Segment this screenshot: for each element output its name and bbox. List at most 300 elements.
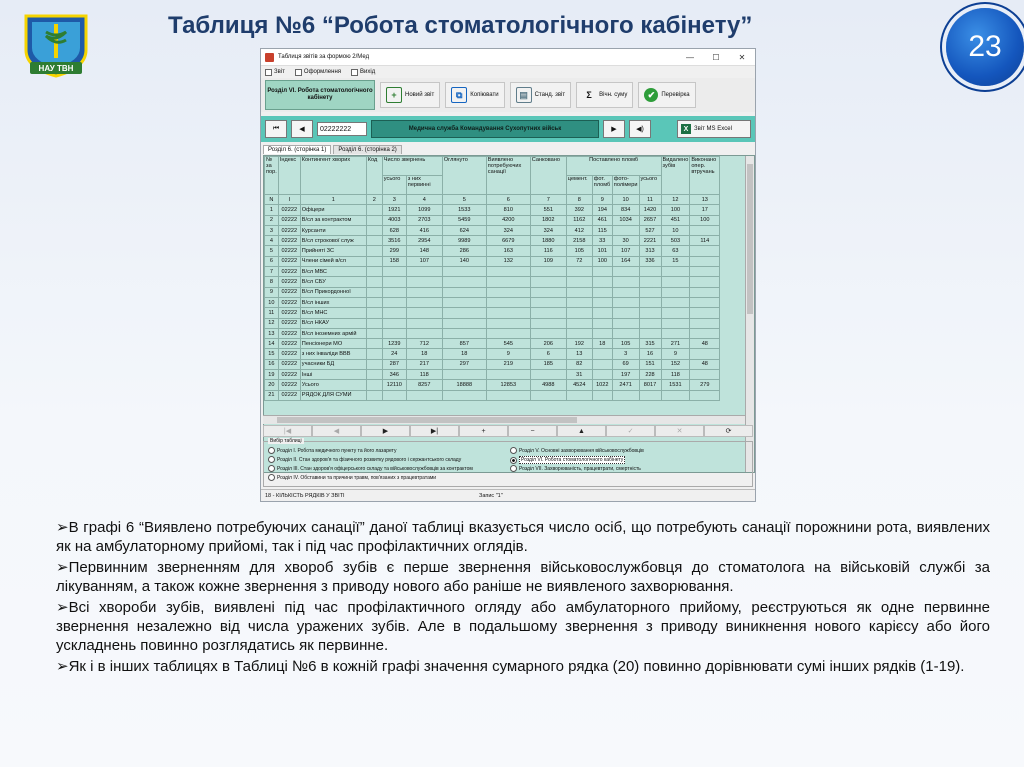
table-cell[interactable]: 7 [265,267,279,277]
table-cell[interactable]: 3516 [382,236,406,246]
table-row[interactable] [265,308,720,318]
table-cell[interactable] [690,267,720,277]
table-cell[interactable]: 286 [442,246,486,256]
table-cell[interactable] [661,328,690,338]
table-cell[interactable]: 412 [566,225,592,235]
table-cell[interactable]: 3 [265,225,279,235]
table-cell[interactable]: 5459 [442,215,486,225]
table-cell[interactable]: 628 [382,225,406,235]
table-cell[interactable]: 299 [382,246,406,256]
table-cell[interactable]: 2657 [639,215,661,225]
table-cell[interactable]: 3 [612,349,639,359]
close-button[interactable]: ✕ [738,52,746,62]
table-cell[interactable] [530,370,566,380]
table-cell[interactable]: 1022 [592,380,612,390]
table-cell[interactable]: 10 [265,297,279,307]
table-cell[interactable] [366,225,382,235]
nav-next-button[interactable]: ▶ [361,425,410,437]
table-cell[interactable]: 8257 [406,380,442,390]
table-cell[interactable] [639,328,661,338]
table-cell[interactable]: 02222 [278,205,300,215]
table-cell[interactable]: 217 [406,359,442,369]
table-cell[interactable]: 219 [486,359,530,369]
nav-prior-button[interactable]: ◀ [312,425,361,437]
table-cell[interactable] [661,287,690,297]
table-cell[interactable]: 2703 [406,215,442,225]
table-cell[interactable]: 12110 [382,380,406,390]
table-cell[interactable] [639,287,661,297]
radio-section-5[interactable]: Розділ V. Основні захворювання військовослужбовців [510,447,644,454]
next-record-button[interactable]: ▶ [603,120,625,138]
table-cell[interactable] [442,267,486,277]
table-cell[interactable]: 857 [442,339,486,349]
table-cell[interactable]: Інші [300,370,366,380]
radio-section-7[interactable]: Розділ VІІ. Захворюваність, працевтрати, смертність [510,465,641,472]
table-cell[interactable] [382,297,406,307]
table-cell[interactable] [530,267,566,277]
table-cell[interactable] [382,277,406,287]
table-cell[interactable]: 712 [406,339,442,349]
table-cell[interactable] [366,349,382,359]
table-cell[interactable] [486,318,530,328]
menu-item-exit[interactable]: Вихід [351,69,375,76]
table-cell[interactable]: 132 [486,256,530,266]
table-cell[interactable]: 346 [382,370,406,380]
table-cell[interactable]: 164 [612,256,639,266]
table-cell[interactable]: 297 [442,359,486,369]
tab-page-1[interactable]: Розділ 6. (сторінка 1) [263,145,331,154]
table-cell[interactable]: 151 [639,359,661,369]
table-cell[interactable] [366,215,382,225]
table-cell[interactable]: 2954 [406,236,442,246]
table-cell[interactable] [366,370,382,380]
table-cell[interactable] [382,318,406,328]
table-cell[interactable] [661,318,690,328]
table-cell[interactable]: 1239 [382,339,406,349]
table-cell[interactable]: 324 [530,225,566,235]
table-cell[interactable] [406,287,442,297]
table-cell[interactable]: 13 [265,328,279,338]
table-cell[interactable]: 19 [265,370,279,380]
nav-last-button[interactable]: ▶| [410,425,459,437]
table-cell[interactable] [566,318,592,328]
table-cell[interactable] [486,267,530,277]
table-cell[interactable]: 02222 [278,359,300,369]
table-row[interactable] [265,267,720,277]
table-cell[interactable]: з них інваліди ВВВ [300,349,366,359]
table-cell[interactable] [690,225,720,235]
table-cell[interactable] [639,297,661,307]
table-cell[interactable] [406,308,442,318]
table-cell[interactable] [406,390,442,400]
table-cell[interactable]: Прийняті ЗС [300,246,366,256]
table-cell[interactable] [612,297,639,307]
table-row[interactable] [265,339,720,349]
nav-edit-button[interactable]: ▲ [557,425,606,437]
table-cell[interactable]: 4 [265,236,279,246]
table-cell[interactable]: Члени сімей в/сл [300,256,366,266]
table-cell[interactable]: 9989 [442,236,486,246]
table-cell[interactable] [366,308,382,318]
table-cell[interactable]: 416 [406,225,442,235]
table-cell[interactable] [592,359,612,369]
table-cell[interactable]: 152 [661,359,690,369]
table-cell[interactable] [382,328,406,338]
table-cell[interactable]: 02222 [278,370,300,380]
table-cell[interactable]: 109 [530,256,566,266]
table-cell[interactable] [592,287,612,297]
table-cell[interactable] [366,328,382,338]
table-cell[interactable]: 9 [661,349,690,359]
table-cell[interactable] [366,359,382,369]
table-cell[interactable] [566,297,592,307]
table-cell[interactable]: 02222 [278,225,300,235]
nav-cancel-button[interactable]: ✕ [655,425,704,437]
table-cell[interactable]: учасники БД [300,359,366,369]
radio-section-3[interactable]: Розділ ІІІ. Стан здоров'я офіцерського складу та військовослужбовців за контрактом [268,465,473,472]
table-cell[interactable]: 8017 [639,380,661,390]
table-cell[interactable]: 100 [661,205,690,215]
table-cell[interactable] [442,328,486,338]
table-cell[interactable] [612,225,639,235]
menu-item-report[interactable]: Звіт [265,69,285,76]
table-cell[interactable] [661,297,690,307]
table-cell[interactable]: 1420 [639,205,661,215]
table-cell[interactable]: 105 [612,339,639,349]
table-cell[interactable]: 1 [265,205,279,215]
check-button[interactable]: ✔ Перевірка [638,82,695,108]
table-cell[interactable]: 185 [530,359,566,369]
table-row[interactable] [265,236,720,246]
table-cell[interactable]: 02222 [278,236,300,246]
table-cell[interactable]: 15 [661,256,690,266]
table-cell[interactable]: 11 [265,308,279,318]
table-cell[interactable] [406,267,442,277]
table-cell[interactable]: 313 [639,246,661,256]
table-cell[interactable]: 02222 [278,246,300,256]
table-cell[interactable]: 105 [566,246,592,256]
table-cell[interactable] [382,308,406,318]
table-cell[interactable]: 148 [406,246,442,256]
table-cell[interactable]: 114 [690,236,720,246]
table-cell[interactable] [530,287,566,297]
table-cell[interactable]: 69 [612,359,639,369]
table-cell[interactable]: 02222 [278,349,300,359]
table-cell[interactable] [592,297,612,307]
table-cell[interactable]: 392 [566,205,592,215]
table-cell[interactable]: 1880 [530,236,566,246]
table-cell[interactable]: 02222 [278,328,300,338]
table-cell[interactable] [612,277,639,287]
table-cell[interactable] [530,277,566,287]
table-cell[interactable] [566,277,592,287]
table-cell[interactable] [366,236,382,246]
table-cell[interactable]: РЯДОК ДЛЯ СУМИ [300,390,366,400]
table-cell[interactable]: 624 [442,225,486,235]
table-cell[interactable] [592,390,612,400]
table-cell[interactable] [690,349,720,359]
radio-section-4[interactable]: Розділ ІV. Обставини та причини травм, пов'язаних з працевтратами [268,474,436,481]
table-cell[interactable]: 158 [382,256,406,266]
table-cell[interactable] [486,277,530,287]
table-cell[interactable]: 1533 [442,205,486,215]
table-cell[interactable] [661,277,690,287]
horizontal-scrollbar[interactable] [263,415,745,424]
table-cell[interactable] [442,370,486,380]
table-cell[interactable]: 24 [382,349,406,359]
table-row[interactable] [265,205,720,215]
table-cell[interactable]: 20 [265,380,279,390]
table-cell[interactable]: 02222 [278,339,300,349]
table-cell[interactable]: 1162 [566,215,592,225]
table-cell[interactable] [661,267,690,277]
sound-button[interactable]: ◀) [629,120,651,138]
table-row[interactable] [265,390,720,400]
table-cell[interactable]: 461 [592,215,612,225]
table-cell[interactable]: 1034 [612,215,639,225]
table-cell[interactable]: 451 [661,215,690,225]
table-cell[interactable]: 02222 [278,390,300,400]
table-cell[interactable] [406,318,442,328]
radio-section-2[interactable]: Розділ ІІ. Стан здоров'я та фізичного розвитку рядового і сержантського складу [268,456,461,463]
table-cell[interactable]: В/сл інших [300,297,366,307]
table-row[interactable] [265,277,720,287]
table-cell[interactable] [366,205,382,215]
table-cell[interactable] [486,308,530,318]
table-cell[interactable]: 1921 [382,205,406,215]
unit-code-field[interactable]: 02222222 [317,122,367,136]
table-row[interactable] [265,256,720,266]
table-cell[interactable] [612,267,639,277]
table-cell[interactable]: 17 [690,205,720,215]
table-cell[interactable] [690,308,720,318]
table-cell[interactable] [690,246,720,256]
table-cell[interactable]: 10 [661,225,690,235]
table-cell[interactable]: 14 [265,339,279,349]
table-cell[interactable]: 810 [486,205,530,215]
table-cell[interactable] [382,390,406,400]
table-cell[interactable]: 2 [265,215,279,225]
radio-section-6[interactable]: Розділ VІ. Робота стоматологічного кабінету [510,456,625,464]
table-cell[interactable] [612,390,639,400]
table-cell[interactable] [366,318,382,328]
table-cell[interactable] [592,267,612,277]
table-cell[interactable] [486,297,530,307]
table-cell[interactable] [366,390,382,400]
table-cell[interactable] [366,277,382,287]
table-cell[interactable] [530,308,566,318]
table-cell[interactable] [566,328,592,338]
table-cell[interactable]: 2158 [566,236,592,246]
table-cell[interactable]: 100 [690,215,720,225]
table-cell[interactable] [690,287,720,297]
table-cell[interactable]: 107 [612,246,639,256]
nav-post-button[interactable]: ✓ [606,425,655,437]
copy-button[interactable]: ⧉ Копіювати [445,82,504,108]
maximize-button[interactable]: ☐ [712,52,720,62]
table-cell[interactable]: 271 [661,339,690,349]
first-record-button[interactable]: ⏮ [265,120,287,138]
table-row[interactable] [265,370,720,380]
table-cell[interactable] [639,267,661,277]
table-cell[interactable]: 18 [406,349,442,359]
table-cell[interactable]: 163 [486,246,530,256]
table-cell[interactable] [690,328,720,338]
table-cell[interactable]: 02222 [278,256,300,266]
table-cell[interactable] [566,287,592,297]
table-cell[interactable]: В/сл СБУ [300,277,366,287]
table-cell[interactable] [661,308,690,318]
table-cell[interactable] [592,370,612,380]
table-cell[interactable]: 2471 [612,380,639,390]
table-cell[interactable]: 551 [530,205,566,215]
table-cell[interactable]: 1802 [530,215,566,225]
table-cell[interactable] [566,308,592,318]
table-cell[interactable]: 33 [592,236,612,246]
table-cell[interactable] [690,277,720,287]
table-row[interactable] [265,287,720,297]
table-cell[interactable] [592,277,612,287]
table-cell[interactable] [366,297,382,307]
table-row[interactable] [265,297,720,307]
table-cell[interactable] [566,390,592,400]
table-cell[interactable]: 6 [265,256,279,266]
table-cell[interactable] [592,328,612,338]
table-cell[interactable] [406,328,442,338]
table-cell[interactable]: 192 [566,339,592,349]
table-cell[interactable]: В/сл НКАУ [300,318,366,328]
table-cell[interactable]: В/сл Прикордонної [300,287,366,297]
table-cell[interactable]: 12 [265,318,279,328]
table-cell[interactable]: 101 [592,246,612,256]
table-cell[interactable] [442,390,486,400]
table-cell[interactable]: 287 [382,359,406,369]
table-cell[interactable]: 6 [530,349,566,359]
table-cell[interactable] [592,308,612,318]
table-cell[interactable]: 02222 [278,277,300,287]
table-cell[interactable]: Офіцери [300,205,366,215]
table-cell[interactable]: 324 [486,225,530,235]
table-cell[interactable] [661,390,690,400]
table-row[interactable] [265,318,720,328]
table-cell[interactable] [690,390,720,400]
table-cell[interactable]: 118 [406,370,442,380]
table-row[interactable] [265,359,720,369]
table-cell[interactable] [530,390,566,400]
table-cell[interactable]: 18 [442,349,486,359]
table-cell[interactable]: 140 [442,256,486,266]
table-cell[interactable]: 834 [612,205,639,215]
radio-section-1[interactable]: Розділ І. Робота медичного пункту та його лазарету [268,447,396,454]
table-cell[interactable]: 8 [265,277,279,287]
minimize-button[interactable]: — [686,52,694,62]
table-cell[interactable]: 9 [265,287,279,297]
table-cell[interactable]: 116 [530,246,566,256]
table-cell[interactable] [612,318,639,328]
scroll-thumb[interactable] [277,417,577,423]
table-cell[interactable] [690,297,720,307]
table-cell[interactable] [486,390,530,400]
table-cell[interactable]: 279 [690,380,720,390]
table-row[interactable] [265,246,720,256]
table-cell[interactable] [612,328,639,338]
standard-report-button[interactable]: ▤ Станд. звіт [510,82,572,108]
table-cell[interactable]: В/сл за контрактом [300,215,366,225]
table-cell[interactable] [639,318,661,328]
table-cell[interactable] [690,256,720,266]
table-cell[interactable] [366,287,382,297]
table-cell[interactable] [639,277,661,287]
table-cell[interactable] [486,287,530,297]
table-cell[interactable]: 336 [639,256,661,266]
table-cell[interactable]: 02222 [278,215,300,225]
table-cell[interactable]: 4003 [382,215,406,225]
table-cell[interactable]: 115 [592,225,612,235]
table-cell[interactable]: 16 [639,349,661,359]
table-cell[interactable] [690,370,720,380]
table-cell[interactable] [382,287,406,297]
table-cell[interactable] [612,308,639,318]
nav-refresh-button[interactable]: ⟳ [704,425,753,437]
table-row[interactable] [265,380,720,390]
excel-report-button[interactable]: X Звіт MS Excel [677,120,751,138]
section-button[interactable]: Розділ VI. Робота стоматологічного кабінету [265,80,375,110]
table-cell[interactable]: 02222 [278,318,300,328]
table-cell[interactable]: 545 [486,339,530,349]
table-cell[interactable]: В/сл МНС [300,308,366,318]
table-cell[interactable] [366,256,382,266]
scroll-thumb[interactable] [747,164,753,314]
table-cell[interactable] [406,297,442,307]
table-cell[interactable] [442,287,486,297]
table-cell[interactable] [530,297,566,307]
table-cell[interactable]: 503 [661,236,690,246]
table-cell[interactable]: 2221 [639,236,661,246]
table-cell[interactable]: 12853 [486,380,530,390]
table-cell[interactable]: 118 [661,370,690,380]
prev-record-button[interactable]: ◀ [291,120,313,138]
table-cell[interactable] [366,246,382,256]
table-cell[interactable]: 4200 [486,215,530,225]
table-row[interactable] [265,328,720,338]
table-cell[interactable]: 4988 [530,380,566,390]
table-cell[interactable]: В/сл іноземних армій [300,328,366,338]
table-cell[interactable] [530,318,566,328]
table-cell[interactable]: 31 [566,370,592,380]
table-cell[interactable]: 527 [639,225,661,235]
table-row[interactable] [265,215,720,225]
table-cell[interactable]: 4524 [566,380,592,390]
table-cell[interactable] [382,267,406,277]
menu-item-format[interactable]: Оформлення [295,69,341,76]
table-cell[interactable] [406,277,442,287]
table-cell[interactable]: 315 [639,339,661,349]
table-cell[interactable] [486,328,530,338]
table-cell[interactable]: 1531 [661,380,690,390]
table-cell[interactable]: В/сл МВС [300,267,366,277]
table-cell[interactable]: 02222 [278,297,300,307]
table-cell[interactable] [366,267,382,277]
table-cell[interactable]: Курсанти [300,225,366,235]
table-cell[interactable]: 21 [265,390,279,400]
table-cell[interactable]: 9 [486,349,530,359]
table-cell[interactable]: 30 [612,236,639,246]
table-cell[interactable]: Усього [300,380,366,390]
table-row[interactable] [265,349,720,359]
table-cell[interactable]: 206 [530,339,566,349]
table-cell[interactable]: 02222 [278,287,300,297]
table-cell[interactable]: 228 [639,370,661,380]
